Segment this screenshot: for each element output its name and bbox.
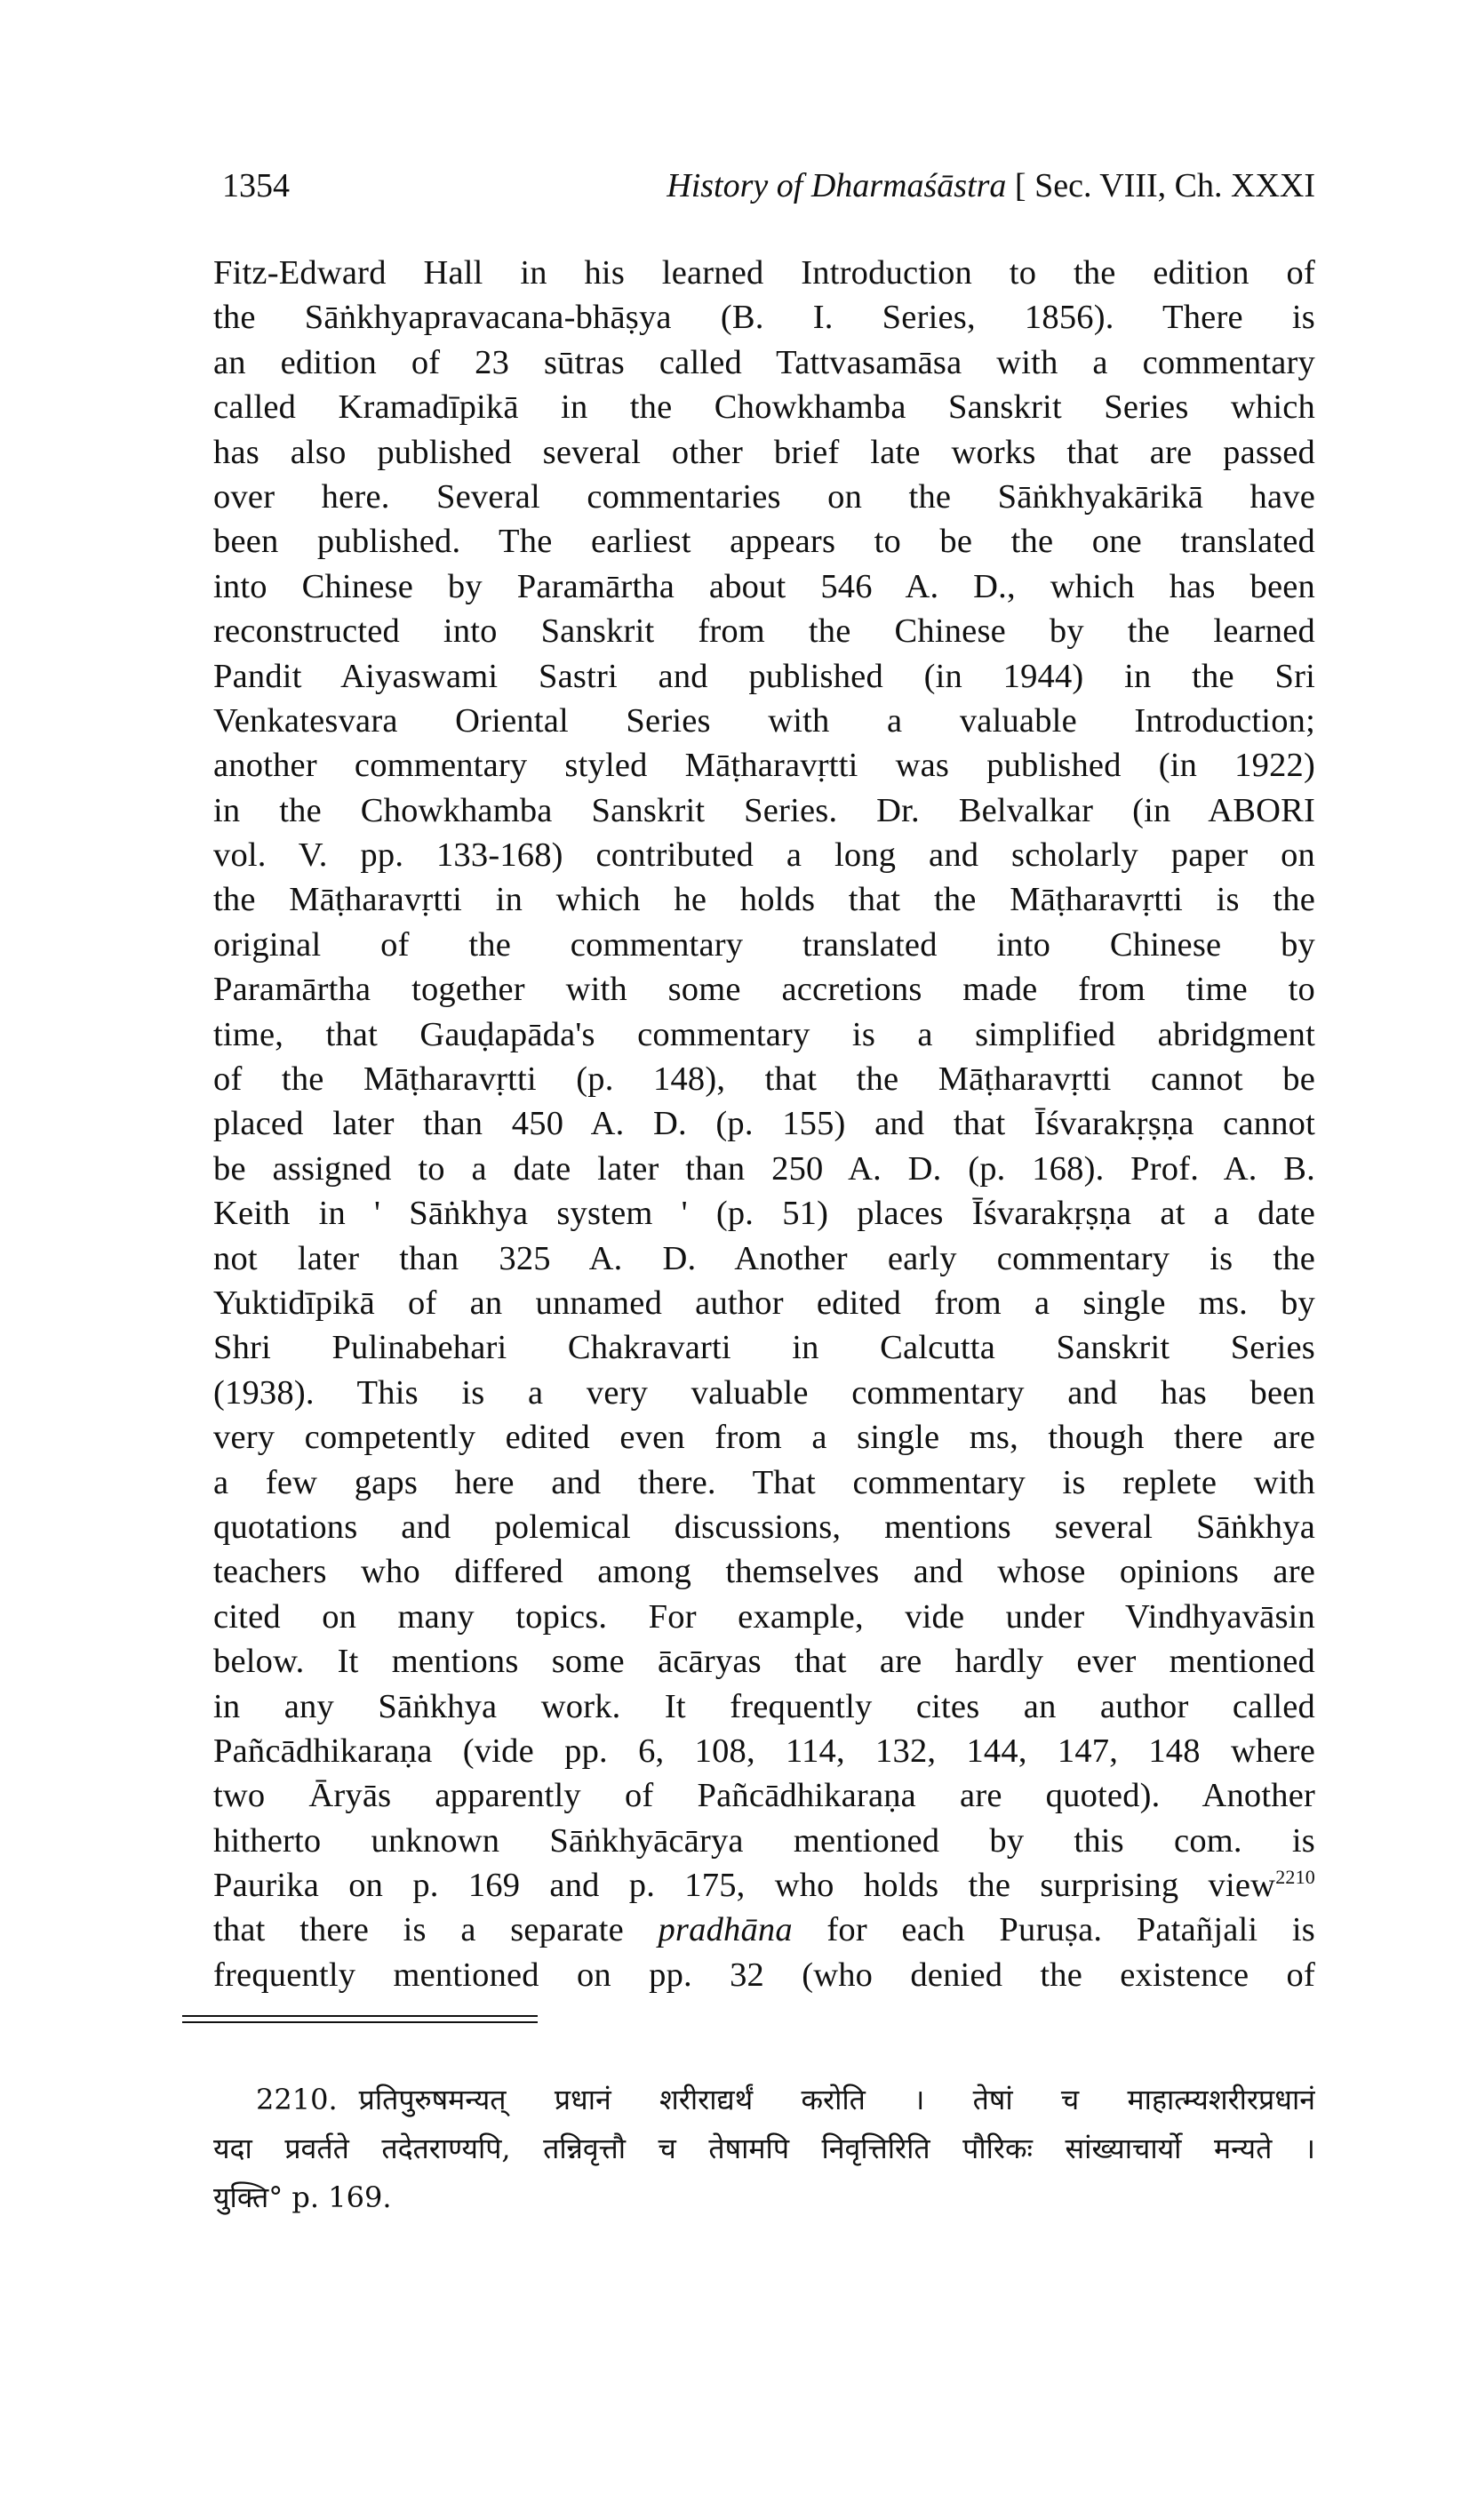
- text-line: Venkatesvara Oriental Series with a valuable Introduction;: [213, 701, 1315, 740]
- footnote-line: [213, 2076, 1315, 2124]
- footnote-divider: [182, 2015, 538, 2023]
- text-line: frequently mentioned on pp. 32 (who denied the existence of: [213, 1956, 1315, 1994]
- text-line: Keith in ' Sāṅkhya system ' (p. 51) places Īśvarakṛṣṇa at a date: [213, 1195, 1315, 1233]
- text-line: hitherto unknown Sāṅkhyācārya mentioned by this com. is: [213, 1821, 1315, 1860]
- text-line: Pañcādhikaraṇa (vide pp. 6, 108, 114, 132, 144, 147, 148 where: [213, 1732, 1315, 1770]
- running-title: History of Dharmaśāstra: [667, 167, 1007, 204]
- text-line: of the Māṭharavṛtti (p. 148), that the Māṭharavṛtti cannot be: [213, 1060, 1315, 1099]
- footnote-line: यदा प्रवर्तते तदेतराण्यपि, तन्निवृत्तौ च तेषामपि निवृत्तिरिति पौरिकः सांख्याचार्यो मन्यते ।: [213, 2132, 1315, 2165]
- text-line: placed later than 450 A. D. (p. 155) and that Īśvarakṛṣṇa cannot: [213, 1105, 1315, 1143]
- text-line: called Kramadīpikā in the Chowkhamba Sanskrit Series which: [213, 388, 1315, 427]
- text-line: the Māṭharavṛtti in which he holds that the Māṭharavṛtti is the: [213, 881, 1315, 919]
- page-header: [213, 164, 1315, 218]
- text-line: not later than 325 A. D. Another early commentary is the: [213, 1239, 1315, 1277]
- footnote-citation: युक्ति° p. 169.: [213, 2180, 392, 2214]
- footnote-text: प्रतिपुरुषमन्यत् प्रधानं शरीराद्यर्थं करोति । तेषां च माहात्म्यशरीरप्रधानं: [358, 2083, 1315, 2116]
- text-line: time, that Gauḍapāda's commentary is a simplified abridgment: [213, 1015, 1315, 1053]
- text-line: has also published several other brief late works that are passed: [213, 433, 1315, 471]
- text-line: that there is a separate pradhāna for each Puruṣa. Patañjali is: [213, 1911, 1315, 1949]
- text-line: been published. The earliest appears to be the one translated: [213, 523, 1315, 561]
- text-line: below. It mentions some ācāryas that are hardly ever mentioned: [213, 1643, 1315, 1681]
- text-line: Yuktidīpikā of an unnamed author edited from a single ms. by: [213, 1284, 1315, 1322]
- body-text: [213, 251, 1315, 1997]
- text-line: a few gaps here and there. That commentary is replete with: [213, 1463, 1315, 1501]
- footnote-number: 2210.: [256, 2083, 338, 2116]
- footnote-block: [213, 2076, 1315, 2222]
- text-line: original of the commentary translated into Chinese by: [213, 925, 1315, 964]
- text-line: reconstructed into Sanskrit from the Chinese by the learned: [213, 612, 1315, 651]
- text-line: Pandit Aiyaswami Sastri and published (in 1944) in the Sri: [213, 657, 1315, 695]
- text-line: in any Sāṅkhya work. It frequently cites an author called: [213, 1687, 1315, 1725]
- text-line: two Āryās apparently of Pañcādhikaraṇa are quoted). Another: [213, 1777, 1315, 1815]
- text-line: (1938). This is a very valuable commentary and has been: [213, 1373, 1315, 1412]
- text-line: Fitz-Edward Hall in his learned Introduction to the edition of: [213, 254, 1315, 292]
- text-line: be assigned to a date later than 250 A. D. (p. 168). Prof. A. B.: [213, 1149, 1315, 1188]
- text-line: vol. V. pp. 133-168) contributed a long and scholarly paper on: [213, 836, 1315, 875]
- italic-term: pradhāna: [658, 1911, 793, 1949]
- text-line: the Sāṅkhyapravacana-bhāṣya (B. I. Series, 1856). There is: [213, 299, 1315, 337]
- text-line: teachers who differed among themselves and whose opinions are: [213, 1553, 1315, 1591]
- running-head: [667, 164, 1315, 207]
- text-line: quotations and polemical discussions, mentions several Sāṅkhya: [213, 1508, 1315, 1546]
- text-line: an edition of 23 sūtras called Tattvasamāsa with a commentary: [213, 343, 1315, 381]
- section-label: [ Sec. VIII, Ch. XXXI: [1014, 167, 1315, 204]
- text-line: into Chinese by Paramārtha about 546 A. D., which has been: [213, 567, 1315, 605]
- text-line: Shri Pulinabehari Chakravarti in Calcutta Sanskrit Series: [213, 1329, 1315, 1367]
- page-number: 1354: [222, 167, 290, 204]
- text-line: in the Chowkhamba Sanskrit Series. Dr. Belvalkar (in ABORI: [213, 791, 1315, 829]
- text-line: Paramārtha together with some accretions made from time to: [213, 971, 1315, 1009]
- footnote-reference[interactable]: 2210: [1275, 1866, 1315, 1889]
- text-line: another commentary styled Māṭharavṛtti was published (in 1922): [213, 747, 1315, 785]
- text-line: over here. Several commentaries on the Sāṅkhyakārikā have: [213, 477, 1315, 516]
- text-line: very competently edited even from a single ms, though there are: [213, 1419, 1315, 1457]
- text-line: Paurika on p. 169 and p. 175, who holds the surprising view$^{2210}$: [213, 1866, 1315, 1905]
- text-line: cited on many topics. For example, vide under Vindhyavāsin: [213, 1597, 1315, 1636]
